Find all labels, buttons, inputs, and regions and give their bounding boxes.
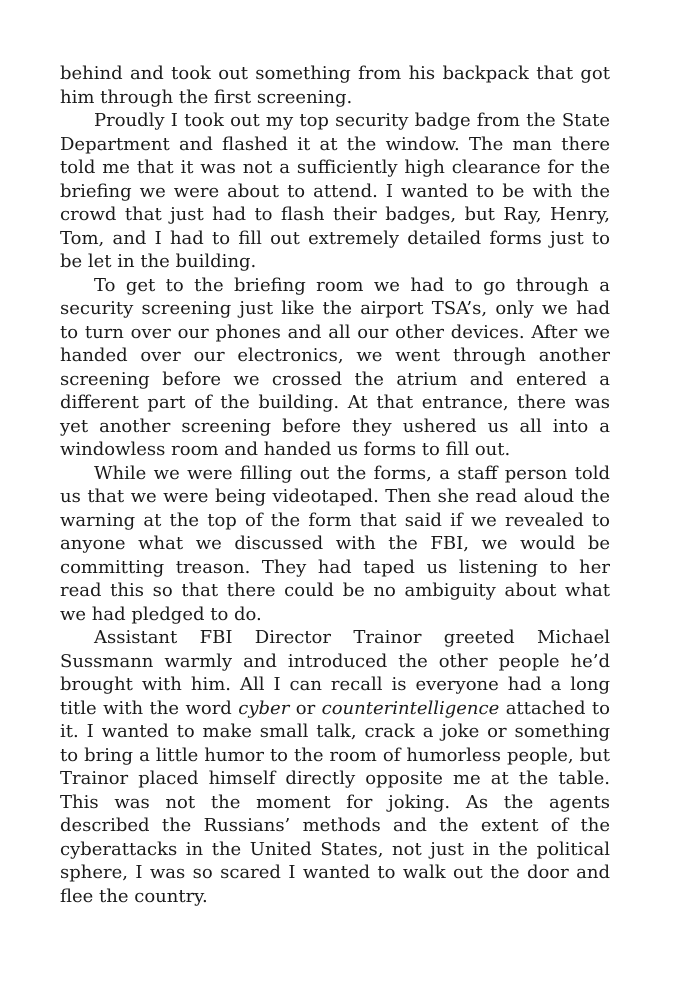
paragraph xyxy=(60,274,610,462)
book-page xyxy=(60,62,610,908)
paragraph-text: To get to the briefing room we had to go through a security screening just like the airport TSA’s, only we had to turn over our phones and all our other devices. After we handed over our electronics, we went through another screening before we crossed the atrium and entered a different part of the building. At that entrance, there was yet another screening before they ushered us all into a windowless room and handed us forms to fill out. xyxy=(60,274,610,460)
paragraph xyxy=(60,109,610,274)
paragraph-text: While we were filling out the forms, a staff person told us that we were being videotaped. Then she read aloud the warning at the top of the form that said if we revealed to anyone what we discussed with the FBI, we would be committing treason. They had taped us listening to her read this so that there could be no ambiguity about what we had pledged to do. xyxy=(60,462,610,625)
paragraph-text: Proudly I took out my top security badge from the State Department and flashed it at the window. The man there told me that it was not a sufficiently high clearance for the briefing we were about to attend. I wanted to be with the crowd that just had to flash their badges, but Ray, Henry, Tom, and I had to fill out extremely detailed forms just to be let in the building. xyxy=(60,110,610,272)
paragraph-text: Assistant FBI Director Trainor greeted Michael Sussmann warmly and introduced the other people he’d brought with him. All I can recall is everyone had a long title with the word xyxy=(60,627,610,719)
paragraph xyxy=(60,62,610,109)
italic-term-cyber: cyber xyxy=(238,697,290,719)
paragraph xyxy=(60,626,610,908)
italic-term-counterintelligence: counterintelligence xyxy=(321,697,500,719)
paragraph xyxy=(60,462,610,627)
paragraph-text: or xyxy=(289,697,322,719)
paragraph-text: attached to it. I wanted to make small talk, crack a joke or something to bring a little humor to the room of humorless people, but Trainor placed himself directly opposite me at the table. This was not the moment for joking. As the agents described the Russians’ methods and the extent of the cyberattacks in the United States, not just in the political sphere, I was so scared I wanted to walk out the door and flee the country. xyxy=(60,697,610,907)
paragraph-text: behind and took out something from his backpack that got him through the first screening. xyxy=(60,63,610,108)
